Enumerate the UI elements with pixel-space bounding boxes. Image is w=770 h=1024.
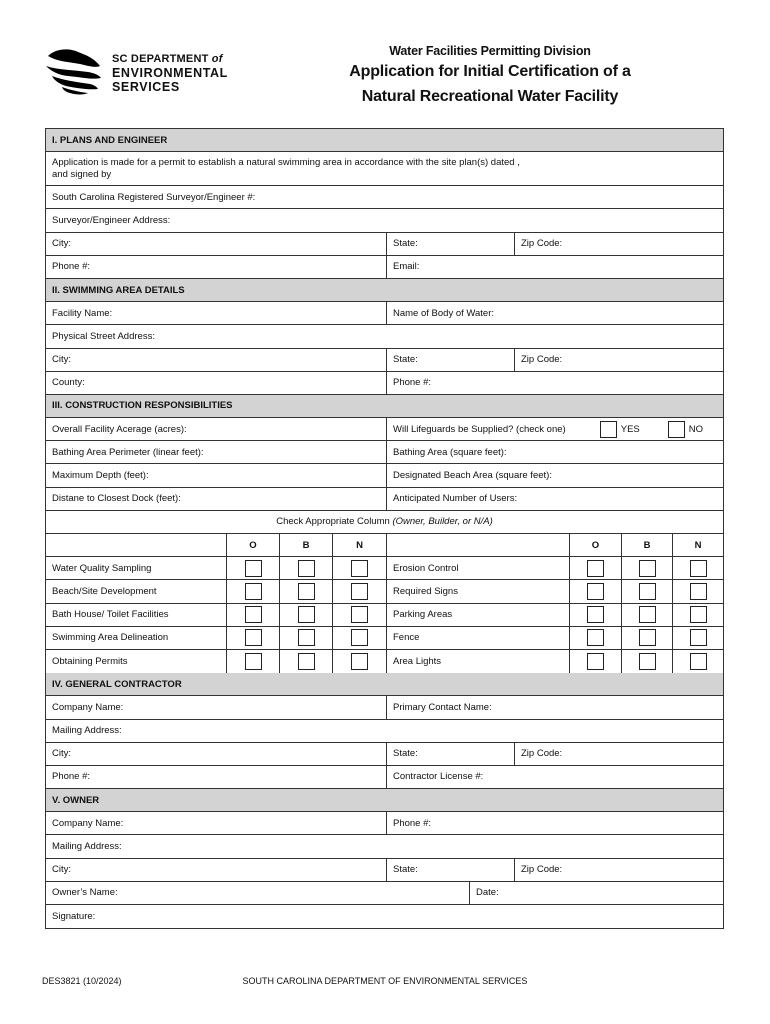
engineer-city-row	[46, 233, 723, 256]
facility-state-field[interactable]: State:	[387, 349, 515, 371]
owner-city-field[interactable]: City:	[46, 859, 387, 881]
owner-company-row	[46, 812, 723, 835]
owner-state-field[interactable]: State:	[387, 859, 515, 881]
right-b-cell	[622, 557, 673, 579]
left-o-cell	[227, 580, 280, 602]
owner-company-field[interactable]: Company Name:	[46, 812, 387, 834]
left-n-cell	[333, 580, 387, 602]
right-o-cell	[570, 650, 622, 673]
left-o-checkbox[interactable]	[245, 653, 262, 670]
engineer-address-field[interactable]: Surveyor/Engineer Address:	[52, 214, 171, 226]
facility-zip-field[interactable]: Zip Code:	[521, 354, 563, 366]
engineer-address-row	[46, 209, 723, 232]
left-o-checkbox[interactable]	[245, 583, 262, 600]
check-instructions-text: Check Appropriate Column	[276, 516, 390, 528]
left-n-checkbox[interactable]	[351, 560, 368, 577]
section-1-header	[46, 129, 723, 152]
left-o-checkbox[interactable]	[245, 629, 262, 646]
right-b-checkbox[interactable]	[639, 629, 656, 646]
right-n-cell	[673, 650, 723, 673]
primary-contact-field[interactable]: Primary Contact Name:	[393, 701, 492, 713]
engineer-city-field[interactable]: City:	[46, 233, 387, 255]
facility-row	[46, 302, 723, 325]
users-field[interactable]: Anticipated Number of Users:	[393, 493, 518, 505]
owner-city-row	[46, 859, 723, 882]
section-4-header	[46, 673, 723, 696]
agency-line-2: ENVIRONMENTAL	[112, 66, 228, 80]
right-o-checkbox[interactable]	[587, 560, 604, 577]
right-o-checkbox[interactable]	[587, 653, 604, 670]
engineer-zip-field[interactable]: Zip Code:	[521, 238, 563, 250]
left-n-cell	[333, 604, 387, 626]
engineer-state-field[interactable]: State:	[387, 233, 515, 255]
responsibility-row	[46, 557, 723, 580]
contractor-city-row	[46, 743, 723, 766]
dock-distance-field[interactable]: Distane to Closest Dock (feet):	[46, 488, 387, 510]
right-n-cell	[673, 604, 723, 626]
right-n-cell	[673, 627, 723, 649]
section-2-title: II. SWIMMING AREA DETAILS	[46, 279, 723, 301]
section-3-title: III. CONSTRUCTION RESPONSIBILITIES	[46, 395, 723, 417]
right-o-cell	[570, 580, 622, 602]
responsibility-rows	[46, 557, 723, 673]
right-n-checkbox[interactable]	[690, 560, 707, 577]
left-n-cell	[333, 627, 387, 649]
perimeter-row	[46, 441, 723, 464]
col-n-right: N	[694, 539, 702, 551]
left-n-checkbox[interactable]	[351, 583, 368, 600]
left-o-cell	[227, 557, 280, 579]
right-b-cell	[622, 627, 673, 649]
contractor-phone-field[interactable]: Phone #:	[46, 766, 387, 788]
lifeguards-options	[600, 421, 717, 438]
check-instructions-italic: (Owner, Builder, or N/A)	[392, 516, 493, 528]
registered-row	[46, 186, 723, 209]
owner-mailing-field[interactable]: Mailing Address:	[52, 841, 122, 853]
agency-name	[112, 52, 228, 94]
col-o-left: O	[227, 534, 280, 556]
left-item-label: Water Quality Sampling	[46, 557, 227, 579]
left-o-cell	[227, 650, 280, 673]
left-n-checkbox[interactable]	[351, 653, 368, 670]
beach-area-field[interactable]: Designated Beach Area (square feet):	[393, 470, 552, 482]
lifeguards-label: Will Lifeguards be Supplied? (check one)	[393, 423, 566, 435]
left-b-cell	[280, 557, 333, 579]
right-o-cell	[570, 627, 622, 649]
contractor-state-field[interactable]: State:	[387, 743, 515, 765]
right-item-label: Erosion Control	[387, 557, 570, 579]
left-n-checkbox[interactable]	[351, 629, 368, 646]
left-b-checkbox[interactable]	[298, 653, 315, 670]
left-b-checkbox[interactable]	[298, 629, 315, 646]
facility-city-field[interactable]: City:	[46, 349, 387, 371]
responsibility-row	[46, 580, 723, 603]
facility-name-field[interactable]: Facility Name:	[46, 302, 387, 324]
agency-of: of	[211, 53, 223, 65]
owner-name-row	[46, 882, 723, 905]
obn-left-blank	[46, 534, 227, 556]
right-o-checkbox[interactable]	[587, 583, 604, 600]
perimeter-field[interactable]: Bathing Area Perimeter (linear feet):	[46, 441, 387, 463]
lifeguards-field	[387, 418, 723, 440]
section-2-header	[46, 279, 723, 302]
right-o-checkbox[interactable]	[587, 629, 604, 646]
right-o-cell	[570, 604, 622, 626]
contractor-zip-field[interactable]: Zip Code:	[521, 748, 563, 760]
right-n-checkbox[interactable]	[690, 653, 707, 670]
right-item-label: Fence	[387, 627, 570, 649]
facility-phone-field[interactable]: Phone #:	[393, 377, 432, 389]
responsibility-row	[46, 627, 723, 650]
division-name: Water Facilities Permitting Division	[389, 44, 591, 58]
contractor-mailing-field[interactable]: Mailing Address:	[52, 725, 122, 737]
bathing-area-field[interactable]: Bathing Area (square feet):	[393, 446, 507, 458]
contractor-company-row	[46, 696, 723, 719]
right-n-cell	[673, 557, 723, 579]
form-title-line-1: Application for Initial Certification of a	[349, 63, 631, 80]
intro-text[interactable]	[46, 152, 723, 185]
section-3-header	[46, 395, 723, 418]
right-item-label: Parking Areas	[387, 604, 570, 626]
facility-city-row	[46, 349, 723, 372]
dock-row	[46, 488, 723, 511]
check-instructions-row	[46, 511, 723, 534]
owner-phone-field[interactable]: Phone #:	[393, 817, 432, 829]
yes-label: YES	[620, 423, 640, 435]
county-row	[46, 372, 723, 395]
right-n-checkbox[interactable]	[690, 583, 707, 600]
signature-row	[46, 905, 723, 928]
right-o-cell	[570, 557, 622, 579]
intro-row	[46, 152, 723, 186]
obn-header-row	[46, 534, 723, 557]
left-item-label: Beach/Site Development	[46, 580, 227, 602]
right-b-cell	[622, 604, 673, 626]
street-address-field[interactable]: Physical Street Address:	[52, 330, 155, 342]
contractor-license-field[interactable]: Contractor License #:	[393, 771, 484, 783]
left-n-cell	[333, 557, 387, 579]
right-b-checkbox[interactable]	[639, 560, 656, 577]
intro-line-2: and signed by	[52, 168, 112, 180]
col-o-right: O	[570, 534, 622, 556]
left-b-checkbox[interactable]	[298, 560, 315, 577]
contractor-phone-row	[46, 766, 723, 789]
intro-line-1: Application is made for a permit to establish a natural swimming area in accordance with the site plan(s) dated ,	[52, 156, 520, 168]
right-b-cell	[622, 580, 673, 602]
left-o-cell	[227, 627, 280, 649]
left-b-cell	[280, 650, 333, 673]
check-instructions	[46, 511, 723, 533]
section-4-title: IV. GENERAL CONTRACTOR	[46, 673, 723, 695]
col-b-right: B	[622, 534, 673, 556]
right-o-checkbox[interactable]	[587, 606, 604, 623]
col-b-left: B	[280, 534, 333, 556]
right-b-cell	[622, 650, 673, 673]
body-of-water-field[interactable]: Name of Body of Water:	[393, 307, 495, 319]
left-n-checkbox[interactable]	[351, 606, 368, 623]
no-label: NO	[688, 423, 703, 435]
contractor-mailing-row	[46, 720, 723, 743]
acreage-row	[46, 418, 723, 441]
agency-line-1: SC DEPARTMENT	[112, 53, 209, 65]
right-b-checkbox[interactable]	[639, 606, 656, 623]
right-n-checkbox[interactable]	[690, 629, 707, 646]
signature-field[interactable]: Signature:	[52, 911, 96, 923]
agency-line-3: SERVICES	[112, 80, 180, 94]
section-1-title: I. PLANS AND ENGINEER	[46, 129, 723, 151]
contractor-city-field[interactable]: City:	[46, 743, 387, 765]
footer-form-number: DES3821 (10/2024)	[42, 976, 122, 986]
section-5-header	[46, 789, 723, 812]
street-row	[46, 325, 723, 348]
left-b-cell	[280, 580, 333, 602]
engineer-email-field[interactable]: Email:	[393, 261, 420, 273]
county-field[interactable]: County:	[46, 372, 387, 394]
title-block	[320, 44, 660, 108]
form-title-line-2: Natural Recreational Water Facility	[361, 88, 619, 105]
lifeguards-no-checkbox[interactable]	[668, 421, 685, 438]
left-b-cell	[280, 627, 333, 649]
right-b-checkbox[interactable]	[639, 583, 656, 600]
responsibility-row	[46, 604, 723, 627]
footer-department: SOUTH CAROLINA DEPARTMENT OF ENVIRONMENTAL SERVICES	[242, 976, 528, 986]
owner-name-field[interactable]: Owner’s Name:	[46, 882, 470, 904]
section-5-title: V. OWNER	[46, 789, 723, 811]
owner-mailing-row	[46, 835, 723, 858]
right-n-checkbox[interactable]	[690, 606, 707, 623]
col-n-left: N	[333, 534, 387, 556]
right-b-checkbox[interactable]	[639, 653, 656, 670]
left-item-label: Bath House/ Toilet Facilities	[46, 604, 227, 626]
depth-field[interactable]: Maximum Depth (feet):	[46, 464, 387, 486]
right-item-label: Required Signs	[387, 580, 570, 602]
left-item-label: Swimming Area Delineation	[46, 627, 227, 649]
left-o-checkbox[interactable]	[245, 606, 262, 623]
date-field[interactable]: Date:	[476, 887, 499, 899]
lifeguards-yes-checkbox[interactable]	[600, 421, 617, 438]
engineer-phone-row	[46, 256, 723, 279]
left-n-cell	[333, 650, 387, 673]
sc-state-logo-icon	[44, 46, 104, 96]
engineer-phone-field[interactable]: Phone #:	[46, 256, 387, 278]
left-o-checkbox[interactable]	[245, 560, 262, 577]
acreage-field[interactable]: Overall Facility Acerage (acres):	[46, 418, 387, 440]
page-header	[0, 0, 770, 125]
left-b-checkbox[interactable]	[298, 606, 315, 623]
registered-field[interactable]: South Carolina Registered Surveyor/Engineer #:	[52, 191, 256, 203]
left-b-cell	[280, 604, 333, 626]
application-form	[45, 128, 724, 929]
left-o-cell	[227, 604, 280, 626]
contractor-company-field[interactable]: Company Name:	[46, 696, 387, 718]
obn-right-blank	[387, 534, 570, 556]
depth-row	[46, 464, 723, 487]
right-item-label: Area Lights	[387, 650, 570, 673]
left-item-label: Obtaining Permits	[46, 650, 227, 673]
owner-zip-field[interactable]: Zip Code:	[521, 864, 563, 876]
responsibility-row	[46, 650, 723, 673]
left-b-checkbox[interactable]	[298, 583, 315, 600]
right-n-cell	[673, 580, 723, 602]
